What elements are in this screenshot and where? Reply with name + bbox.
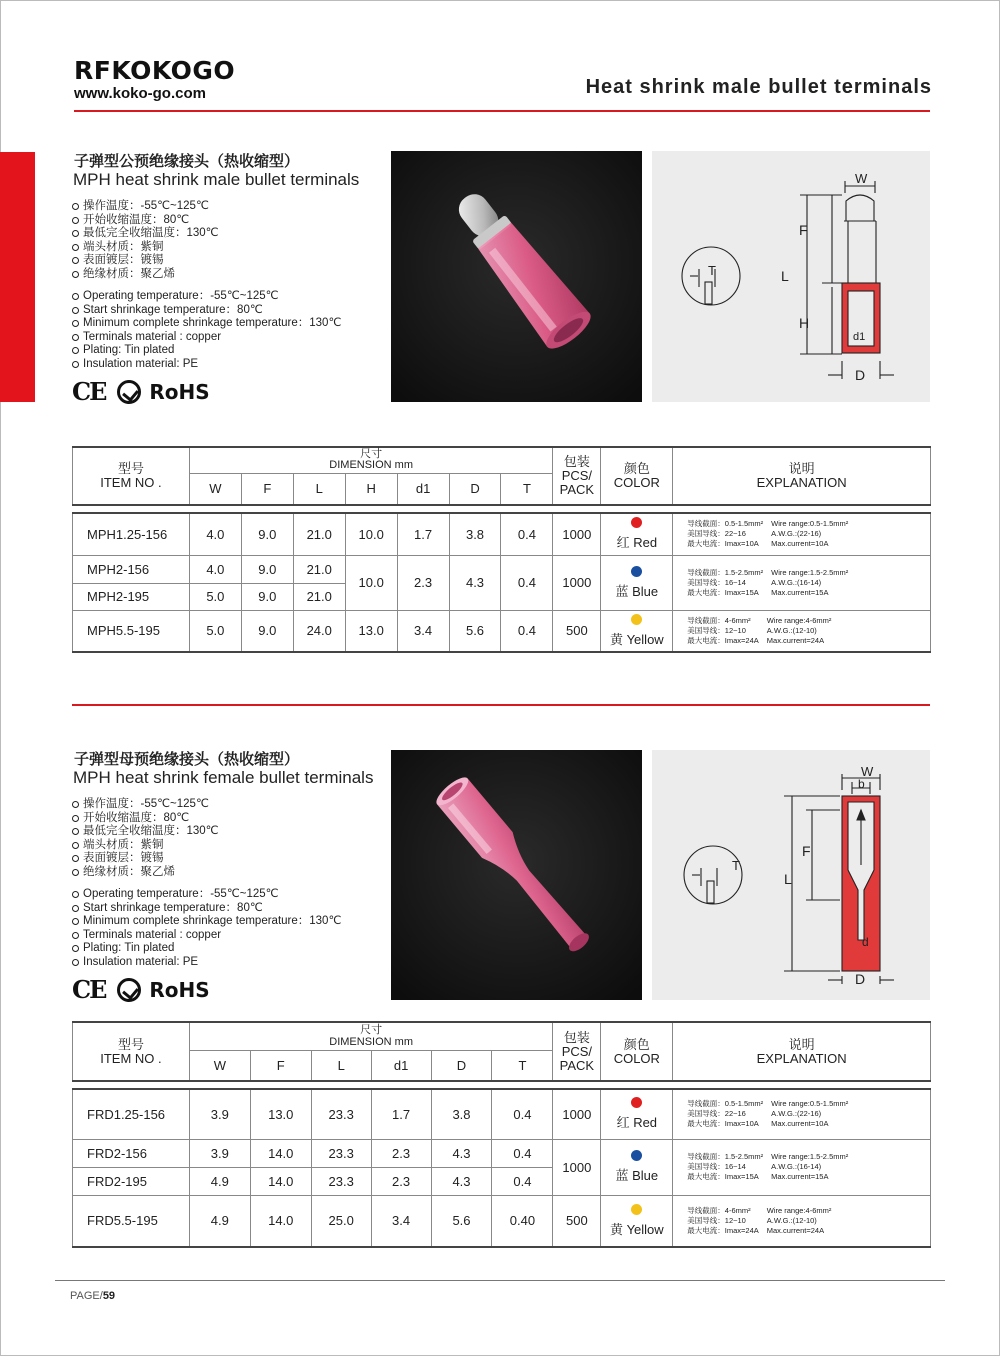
bullet-icon — [72, 918, 79, 925]
color-red: 红 Red — [601, 513, 673, 555]
section2-certifications — [72, 975, 210, 1004]
blue-dot-icon — [631, 1150, 642, 1161]
bullet-icon — [72, 959, 79, 966]
spec-item: Terminals material : copper — [72, 929, 341, 943]
spec-item: Start shrinkage temperature：80℃ — [72, 304, 341, 318]
explanation-2: 导线截面：1.5-2.5mm² 美国导线：16~14 最大电流：Imax=15A Wire range:1.5-2.5mm² A.W.G.:(16-14) Max.current=15A — [673, 555, 931, 610]
header-divider — [74, 110, 930, 112]
sgs-mark-icon — [117, 380, 141, 404]
dim-label-d: D — [855, 971, 866, 987]
spec-item: Terminals material : copper — [72, 331, 341, 345]
bullet-icon — [72, 347, 79, 354]
bullet-icon — [72, 230, 79, 237]
bullet-icon — [72, 320, 79, 327]
col-w: W — [189, 473, 241, 505]
bullet-icon — [72, 891, 79, 898]
yellow-dot-icon — [631, 1204, 642, 1215]
spec-item: 开始收缩温度：80℃ — [72, 812, 341, 826]
dim-label-w: W — [855, 171, 868, 186]
bullet-icon — [72, 869, 79, 876]
explanation-3: 导线截面：4-6mm² 美国导线：12~10 最大电流：Imax=24A Wire range:4-6mm² A.W.G.:(12-10) Max.current=24A — [673, 610, 931, 652]
dim-label-f: F — [799, 222, 808, 238]
color-yellow: 黄 Yellow — [601, 1195, 673, 1247]
table-row: MPH2-195 5.0 9.0 21.0 — [73, 583, 931, 610]
spec-item: Operating temperature：-55℃~125℃ — [72, 290, 341, 304]
bullet-icon — [72, 932, 79, 939]
ce-mark-icon: CE — [72, 975, 106, 1004]
table-row: FRD2-156 3.9 14.0 23.3 2.3 4.3 0.4 1000 蓝 Blue 导线截面：1.5-2.5mm² 美国导线：16~14 最大电流：Imax=15A Wire range:1.5-2.5mm² A.W.G.:(16-14) Max.current=15A — [73, 1139, 931, 1167]
spec-item: 绝缘材质：聚乙烯 — [72, 866, 341, 880]
table-row: FRD2-195 4.9 14.0 23.3 2.3 4.3 0.4 — [73, 1167, 931, 1195]
col-t: T — [492, 1050, 553, 1081]
spec-item: 开始收缩温度：80℃ — [72, 214, 341, 228]
spec-item: Minimum complete shrinkage temperature：130℃ — [72, 915, 341, 929]
col-t: T — [501, 473, 553, 505]
spec-item: Plating: Tin plated — [72, 942, 341, 956]
header-pack: 包装 PCS/ PACK — [553, 447, 601, 505]
table-row: MPH2-156 4.0 9.0 21.0 10.0 2.3 4.3 0.4 1000 蓝 Blue 导线截面：1.5-2.5mm² 美国导线：16~14 最大电流：Imax=15A Wire range:1.5-2.5mm² A.W.G.:(16-14) Max.current=15A — [73, 555, 931, 583]
section2-title-cn: 子弹型母预绝缘接头（热收缩型） — [74, 750, 300, 768]
spec-item: Operating temperature：-55℃~125℃ — [72, 888, 341, 902]
section1-certifications — [72, 377, 210, 406]
male-terminal-photo — [391, 151, 642, 402]
brand-logo — [74, 58, 235, 102]
col-d: D — [431, 1050, 492, 1081]
color-yellow: 黄 Yellow — [601, 610, 673, 652]
bullet-icon — [72, 257, 79, 264]
header-explanation: 说明 EXPLANATION — [673, 1022, 931, 1081]
dim-label-l: L — [781, 268, 789, 284]
col-f: F — [241, 473, 293, 505]
explanation-1: 导线截面：0.5-1.5mm² 美国导线：22~16 最大电流：Imax=10A Wire range:0.5-1.5mm² A.W.G.:(22-16) Max.current=10A — [673, 513, 931, 555]
col-d1: d1 — [371, 1050, 431, 1081]
bullet-icon — [72, 203, 79, 210]
male-dimension-diagram — [652, 151, 930, 402]
section1-title-cn: 子弹型公预绝缘接头（热收缩型） — [74, 152, 300, 170]
spec-item: 最低完全收缩温度：130℃ — [72, 825, 341, 839]
page-number: PAGE/59 — [70, 1290, 116, 1302]
dim-label-d: D — [855, 367, 866, 383]
bullet-icon — [72, 244, 79, 251]
spec-item: Start shrinkage temperature：80℃ — [72, 902, 341, 916]
table-row: MPH1.25-156 4.0 9.0 21.0 10.0 1.7 3.8 0.4 1000 红 Red 导线截面：0.5-1.5mm² 美国导线：22~16 最大电流：Imax=10A Wire range:0.5-1.5mm² A.W.G.:(22-16) Max.current=10A — [73, 513, 931, 555]
dim-label-t: T — [708, 263, 716, 278]
col-l: L — [311, 1050, 371, 1081]
bullet-icon — [72, 217, 79, 224]
dim-label-l: L — [784, 871, 792, 887]
blue-dot-icon — [631, 566, 642, 577]
header-item: 型号 ITEM NO . — [73, 447, 190, 505]
spec-item: 表面镀层：镀锡 — [72, 254, 341, 268]
male-terminal-image — [391, 151, 642, 402]
section-divider — [72, 704, 930, 706]
footer-divider — [55, 1280, 945, 1281]
col-h: H — [345, 473, 397, 505]
ce-mark-icon: CE — [72, 377, 106, 406]
male-terminal-drawing — [652, 151, 930, 402]
spec-item: 端头材质：紫铜 — [72, 839, 341, 853]
table-row: MPH5.5-195 5.0 9.0 24.0 13.0 3.4 5.6 0.4 500 黄 Yellow 导线截面：4-6mm² 美国导线：12~10 最大电流：Imax=24A Wire range:4-6mm² A.W.G.:(12-10) Max.current=24A — [73, 610, 931, 652]
bullet-icon — [72, 855, 79, 862]
col-d: D — [449, 473, 501, 505]
page-title: Heat shrink male bullet terminals — [585, 76, 932, 98]
dim-label-t: T — [732, 858, 740, 873]
header-item: 型号 ITEM NO . — [73, 1022, 190, 1081]
dim-label-h: H — [799, 315, 810, 331]
female-dimension-diagram — [652, 750, 930, 1000]
male-spec-table — [72, 446, 931, 653]
table-row: FRD5.5-195 4.9 14.0 25.0 3.4 5.6 0.40 500 黄 Yellow 导线截面：4-6mm² 美国导线：12~10 最大电流：Imax=24A Wire range:4-6mm² A.W.G.:(12-10) Max.current=24A — [73, 1195, 931, 1247]
red-dot-icon — [631, 517, 642, 528]
dim-label-w: W — [861, 764, 874, 779]
color-blue: 蓝 Blue — [601, 555, 673, 610]
spec-item: 绝缘材质：聚乙烯 — [72, 268, 341, 282]
col-w: W — [189, 1050, 250, 1081]
header-color: 颜色 COLOR — [601, 1022, 673, 1081]
brand-url: www.koko-go.com — [74, 85, 206, 102]
bullet-icon — [72, 815, 79, 822]
female-spec-table — [72, 1021, 931, 1248]
bullet-icon — [72, 905, 79, 912]
spec-item: Plating: Tin plated — [72, 344, 341, 358]
header-pack: 包装 PCS/ PACK — [553, 1022, 601, 1081]
color-red: 红 Red — [601, 1089, 673, 1139]
col-f: F — [250, 1050, 311, 1081]
brand-name: RFKOKOGO — [74, 56, 236, 85]
spec-item: 端头材质：紫铜 — [72, 241, 341, 255]
explanation-2: 导线截面：1.5-2.5mm² 美国导线：16~14 最大电流：Imax=15A Wire range:1.5-2.5mm² A.W.G.:(16-14) Max.current=15A — [673, 1139, 931, 1195]
sgs-mark-icon — [117, 978, 141, 1002]
spec-item: 操作温度：-55℃~125℃ — [72, 798, 341, 812]
yellow-dot-icon — [631, 614, 642, 625]
col-l: L — [293, 473, 345, 505]
dim-label-d1: d1 — [853, 331, 866, 343]
explanation-1: 导线截面：0.5-1.5mm² 美国导线：22~16 最大电流：Imax=10A Wire range:0.5-1.5mm² A.W.G.:(22-16) Max.current=10A — [673, 1089, 931, 1139]
spec-item: 表面镀层：镀锡 — [72, 852, 341, 866]
side-red-tab — [0, 152, 35, 402]
bullet-icon — [72, 293, 79, 300]
rohs-mark: RoHS — [149, 379, 210, 404]
dim-label-b: b — [858, 777, 865, 791]
spec-item: 最低完全收缩温度：130℃ — [72, 227, 341, 241]
section1-specs — [72, 200, 341, 371]
dim-label-d1: d — [862, 935, 869, 949]
bullet-icon — [72, 801, 79, 808]
female-terminal-photo — [391, 750, 642, 1000]
header-dimension: 尺寸 DIMENSION mm — [189, 1022, 552, 1050]
dim-label-f: F — [802, 843, 811, 859]
red-dot-icon — [631, 1097, 642, 1108]
explanation-3: 导线截面：4-6mm² 美国导线：12~10 最大电流：Imax=24A Wire range:4-6mm² A.W.G.:(12-10) Max.current=24A — [673, 1195, 931, 1247]
section1-title-en: MPH heat shrink male bullet terminals — [73, 170, 360, 189]
rohs-mark: RoHS — [149, 977, 210, 1002]
section2-title-en: MPH heat shrink female bullet terminals — [73, 768, 374, 787]
bullet-icon — [72, 828, 79, 835]
header-explanation: 说明 EXPLANATION — [673, 447, 931, 505]
bullet-icon — [72, 334, 79, 341]
female-terminal-image — [391, 750, 642, 1000]
bullet-icon — [72, 842, 79, 849]
bullet-icon — [72, 307, 79, 314]
bullet-icon — [72, 361, 79, 368]
table-row: FRD1.25-156 3.9 13.0 23.3 1.7 3.8 0.4 1000 红 Red 导线截面：0.5-1.5mm² 美国导线：22~16 最大电流：Imax=10A Wire range:0.5-1.5mm² A.W.G.:(22-16) Max.current=10A — [73, 1089, 931, 1139]
female-terminal-drawing — [652, 750, 930, 1000]
spec-item: Insulation material: PE — [72, 358, 341, 372]
spec-item: 操作温度：-55℃~125℃ — [72, 200, 341, 214]
header-dimension: 尺寸 DIMENSION mm — [189, 447, 552, 473]
spec-item: Insulation material: PE — [72, 956, 341, 970]
spec-item: Minimum complete shrinkage temperature：130℃ — [72, 317, 341, 331]
bullet-icon — [72, 945, 79, 952]
section2-specs — [72, 798, 341, 969]
header-color: 颜色 COLOR — [601, 447, 673, 505]
bullet-icon — [72, 271, 79, 278]
col-d1: d1 — [397, 473, 449, 505]
color-blue: 蓝 Blue — [601, 1139, 673, 1195]
